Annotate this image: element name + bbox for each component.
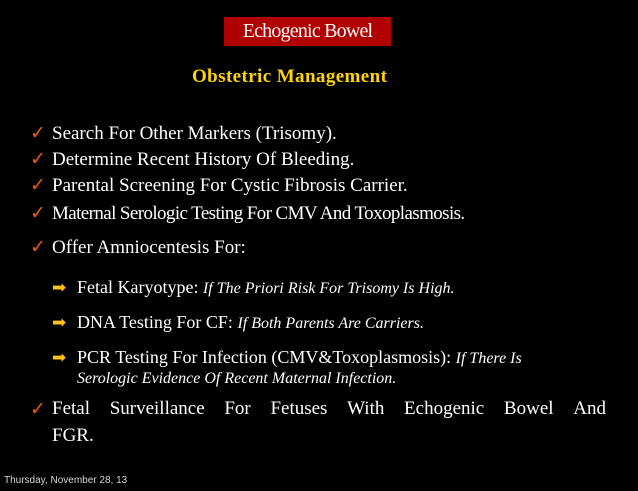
check-icon: ✓ [30,398,46,420]
slide-subtitle: Obstetric Management [192,66,388,87]
arrow-right-icon: ➡ [52,348,67,368]
check-icon: ✓ [30,148,46,170]
sub-item [52,346,522,370]
sub-item [52,311,424,335]
sub-item-label: Fetal Karyotype: [77,277,203,297]
word: With [347,398,385,419]
bullet-item [30,121,337,146]
bullet-text: Offer Amniocentesis For: [52,237,246,258]
bullet-text: Search For Other Markers (Trisomy). [52,123,337,144]
sub-item [52,276,455,300]
bullet-text: Maternal Serologic Testing For CMV And Toxoplasmosis. [52,203,465,224]
word: And [573,398,606,419]
word: Fetal [52,398,90,419]
sub-item-note: If The Priori Risk For Trisomy Is High. [202,280,455,297]
sub-item-note: If There Is [455,350,522,367]
bullet-item [30,201,465,226]
bullet-item [30,235,246,260]
word: Fetuses [270,398,328,419]
sub-item-note-continued: Serologic Evidence Of Recent Maternal Infection. [77,370,397,387]
word: Echogenic [404,398,485,419]
bullet-text-justified [52,398,606,420]
bullet-text-continued: FGR. [52,425,94,446]
footer-date: Thursday, November 28, 13 [4,475,128,486]
check-icon: ✓ [30,174,46,196]
sub-item-label: PCR Testing For Infection (CMV&Toxoplasmosis): [77,347,456,367]
bullet-item [30,173,408,198]
sub-item-note: If Both Parents Are Carriers. [237,315,424,332]
check-icon: ✓ [30,122,46,144]
sub-item-label: DNA Testing For CF: [77,312,238,332]
word: Bowel [503,398,554,419]
bullet-text: Determine Recent History Of Bleeding. [52,149,355,170]
bullet-text: Parental Screening For Cystic Fibrosis Carrier. [52,175,408,196]
check-icon: ✓ [30,202,46,224]
bullet-item [30,147,354,172]
word: Surveillance [109,398,205,419]
word: For [224,398,251,419]
slide-title: Echogenic Bowel [224,17,391,46]
check-icon: ✓ [30,236,46,258]
arrow-right-icon: ➡ [52,278,67,298]
arrow-right-icon: ➡ [52,313,67,333]
